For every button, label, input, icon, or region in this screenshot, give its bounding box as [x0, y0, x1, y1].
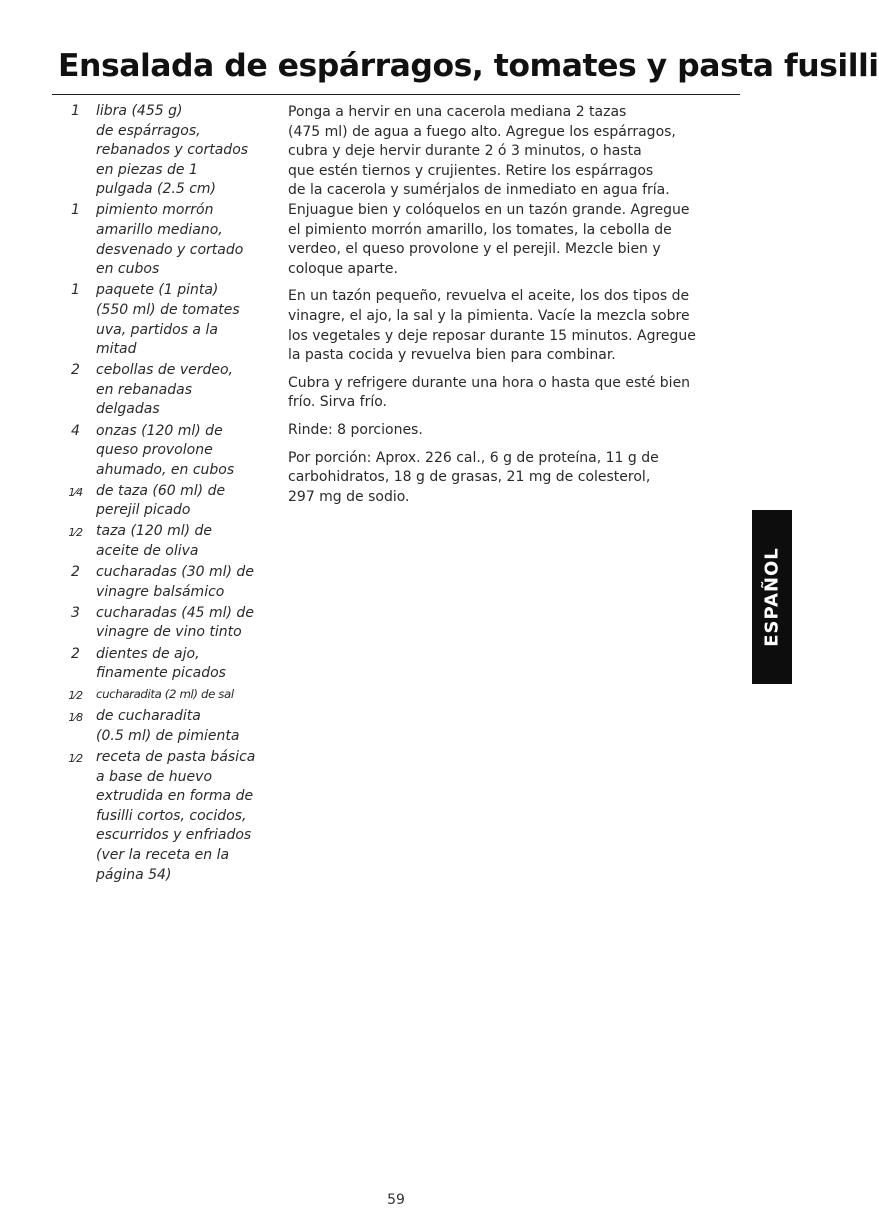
ingredient-item [58, 522, 278, 561]
yield-text: Rinde: 8 porciones. [288, 421, 423, 438]
ingredient-item [58, 281, 278, 359]
title-divider [52, 94, 740, 95]
ingredient-item [58, 201, 278, 279]
ingredient-description: de cucharadita (0.5 ml) de pimienta [96, 708, 240, 744]
ingredient-quantity: 1⁄2 [68, 752, 83, 765]
nutrition-text: Por porción: Aprox. 226 cal., 6 g de proteína, 11 g de carbohidratos, 18 g de grasas, 21 mg de colesterol, 297 mg de sodio. [288, 449, 659, 505]
ingredient-quantity: 3 [71, 604, 80, 621]
ingredient-quantity: 1⁄8 [68, 711, 83, 725]
ingredient-description: onzas (120 ml) de queso provolone ahumado, en cubos [96, 422, 235, 478]
ingredient-description: taza (120 ml) de aceite de oliva [96, 523, 213, 560]
ingredient-quantity: 1⁄2 [68, 526, 83, 540]
ingredient-item [58, 604, 278, 643]
instructions [288, 103, 738, 515]
ingredient-item [58, 748, 278, 885]
ingredient-item [58, 102, 278, 200]
ingredient-item [58, 645, 278, 684]
ingredient-list [58, 102, 278, 887]
ingredient-item [58, 563, 278, 602]
instruction-paragraph: Ponga a hervir en una cacerola mediana 2 tazas (475 ml) de agua a fuego alto. Agregue los espárragos, cubra y deje hervir durante 2 ó 3 minutos, o hasta que estén tiernos y crujientes. Retire los espárragos de la cacerola y sumérjalos de inmediato en agua fría. Enjuague bien y colóquelos en un tazón grande. Agregue el pimiento morrón amarillo, los tomates, la cebolla de verdeo, el queso provolone y el perejil. Mezcle bien y coloque aparte. [288, 104, 690, 277]
ingredient-item [58, 361, 278, 420]
ingredient-quantity: 2 [71, 645, 80, 662]
ingredient-description: cucharadita (2 ml) de sal [96, 687, 234, 702]
ingredient-quantity: 4 [71, 422, 80, 439]
ingredient-description: cebollas de verdeo, en rebanadas delgadas [96, 362, 233, 418]
language-tab-label: ESPAÑOL [761, 547, 783, 647]
ingredient-quantity: 1 [71, 103, 80, 119]
instruction-paragraph: En un tazón pequeño, revuelva el aceite, los dos tipos de vinagre, el ajo, la sal y la pimienta. Vacíe la mezcla sobre los vegetales y deje reposar durante 15 minutos. Agregue la pasta cocida y revuelva bien para combinar. [288, 288, 696, 364]
ingredient-quantity: 1 [71, 202, 80, 219]
ingredient-description: receta de pasta básica a base de huevo extrudida en forma de fusilli cortos, cocidos, escurridos y enfriados (ver la receta en la página 54) [96, 749, 256, 883]
ingredient-description: cucharadas (30 ml) de vinagre balsámico [96, 564, 254, 600]
ingredient-quantity: 2 [71, 564, 80, 581]
ingredient-item [58, 707, 278, 746]
ingredient-item [58, 422, 278, 481]
ingredient-description: paquete (1 pinta) (550 ml) de tomates uva, partidos a la mitad [96, 282, 240, 358]
ingredient-description: de taza (60 ml) de perejil picado [96, 482, 226, 519]
ingredient-item [58, 482, 278, 521]
ingredient-description: libra (455 g) de espárragos, rebanados y cortados en piezas de 1 pulgada (2.5 cm) [96, 103, 249, 198]
language-tab [752, 510, 792, 684]
ingredient-description: pimiento morrón amarillo mediano, desvenado y cortado en cubos [96, 202, 244, 278]
ingredient-description: cucharadas (45 ml) de vinagre de vino tinto [96, 604, 254, 641]
page-number: 59 [387, 1192, 405, 1208]
ingredient-quantity: 1⁄2 [68, 689, 83, 703]
ingredient-quantity: 1⁄4 [68, 485, 83, 499]
ingredient-description: dientes de ajo, finamente picados [96, 645, 226, 682]
instruction-paragraph: Cubra y refrigere durante una hora o hasta que esté bien frío. Sirva frío. [288, 374, 691, 411]
page-title: Ensalada de espárragos, tomates y pasta fusilli [58, 48, 879, 84]
ingredient-quantity: 2 [71, 362, 80, 379]
ingredient-item [58, 685, 278, 706]
ingredient-quantity: 1 [71, 282, 80, 299]
